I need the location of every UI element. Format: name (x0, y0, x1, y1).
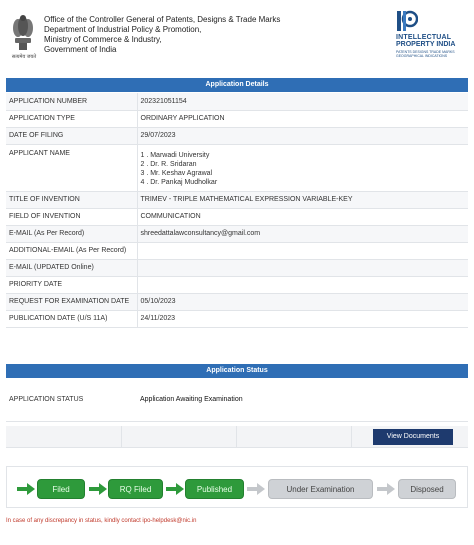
view-documents-button[interactable]: View Documents (373, 429, 453, 445)
step-filed: Filed (37, 479, 85, 499)
table-row (6, 293, 468, 310)
discrepancy-note: In case of any discrepancy in status, kindly contact ipo-helpdesk@nic.in (6, 518, 197, 524)
field-label: PRIORITY DATE (6, 276, 137, 293)
empty-cell (122, 426, 237, 448)
ip-india-tagline-1: PATENTS DESIGNS TRADE MARKS (396, 50, 455, 54)
field-label: APPLICATION TYPE (6, 110, 137, 127)
field-label: PUBLICATION DATE (U/S 11A) (6, 310, 137, 327)
applicant-name: 1 . Marwadi University (140, 151, 210, 159)
office-line: Department of Industrial Policy & Promotion, (44, 25, 202, 34)
office-title (44, 15, 280, 55)
table-row (6, 208, 468, 225)
status-progress-tracker (6, 466, 468, 508)
field-value: shreedattalawconsultancy@gmail.com (137, 225, 468, 242)
ip-india-line1: INTELLECTUAL (396, 34, 452, 41)
field-value (137, 242, 468, 259)
table-row (6, 93, 468, 110)
field-value: ORDINARY APPLICATION (137, 110, 468, 127)
table-row (6, 276, 468, 293)
ip-india-tagline (396, 50, 455, 58)
arrow-right-icon (17, 483, 35, 495)
table-row (6, 310, 468, 327)
field-value: 29/07/2023 (137, 127, 468, 144)
office-line: Office of the Controller General of Patents, Designs & Trade Marks (44, 15, 281, 24)
arrow-right-icon (247, 483, 265, 495)
arrow-right-icon (89, 483, 107, 495)
field-value (137, 259, 468, 276)
field-label: E-MAIL (As Per Record) (6, 225, 137, 242)
table-row (6, 242, 468, 259)
page-header (0, 0, 474, 72)
ip-india-line2: PROPERTY INDIA (396, 41, 456, 48)
arrow-right-icon (377, 483, 395, 495)
application-status-table (6, 379, 468, 422)
table-row (6, 127, 468, 144)
status-label: APPLICATION STATUS (6, 379, 137, 421)
empty-cell (237, 426, 352, 448)
field-value: TRIMEV - TRIPLE MATHEMATICAL EXPRESSION VARIABLE-KEY (137, 191, 468, 208)
table-row (6, 259, 468, 276)
field-label: TITLE OF INVENTION (6, 191, 137, 208)
step-under-examination: Under Examination (268, 479, 373, 499)
empty-cell (6, 426, 122, 448)
ip-india-mark-icon (396, 10, 418, 32)
table-row (6, 110, 468, 127)
applicant-name: 2 . Dr. R. Sridaran (140, 160, 197, 168)
ip-india-tagline-2: GEOGRAPHICAL INDICATIONS (396, 54, 448, 58)
status-value: Application Awaiting Examination (137, 379, 468, 421)
step-disposed: Disposed (398, 479, 456, 499)
field-label: REQUEST FOR EXAMINATION DATE (6, 293, 137, 310)
application-status-header: Application Status (6, 364, 468, 378)
emblem-caption: सत्यमेव जयते (11, 54, 37, 60)
field-value: 24/11/2023 (137, 310, 468, 327)
table-row (6, 379, 468, 421)
field-value: 202321051154 (137, 93, 468, 110)
ip-india-logo (396, 10, 464, 66)
step-published: Published (185, 479, 244, 499)
office-line: Government of India (44, 45, 117, 54)
table-row (6, 191, 468, 208)
field-value (137, 276, 468, 293)
field-label: ADDITIONAL-EMAIL (As Per Record) (6, 242, 137, 259)
field-label: E-MAIL (UPDATED Online) (6, 259, 137, 276)
field-label: APPLICATION NUMBER (6, 93, 137, 110)
application-details-header: Application Details (6, 78, 468, 92)
step-rq-filed: RQ Filed (108, 479, 163, 499)
field-label: APPLICANT NAME (6, 144, 137, 191)
field-value: 05/10/2023 (137, 293, 468, 310)
application-details-table (6, 93, 468, 328)
national-emblem-icon (10, 12, 36, 52)
office-line: Ministry of Commerce & Industry, (44, 35, 162, 44)
applicant-name: 3 . Mr. Keshav Agrawal (140, 169, 213, 177)
field-label: DATE OF FILING (6, 127, 137, 144)
applicant-name: 4 . Dr. Pankaj Mudholkar (140, 178, 218, 186)
table-row (6, 144, 468, 191)
arrow-right-icon (166, 483, 184, 495)
documents-row (6, 426, 468, 448)
table-row (6, 225, 468, 242)
field-label: FIELD OF INVENTION (6, 208, 137, 225)
applicant-list (137, 144, 468, 191)
field-value: COMMUNICATION (137, 208, 468, 225)
